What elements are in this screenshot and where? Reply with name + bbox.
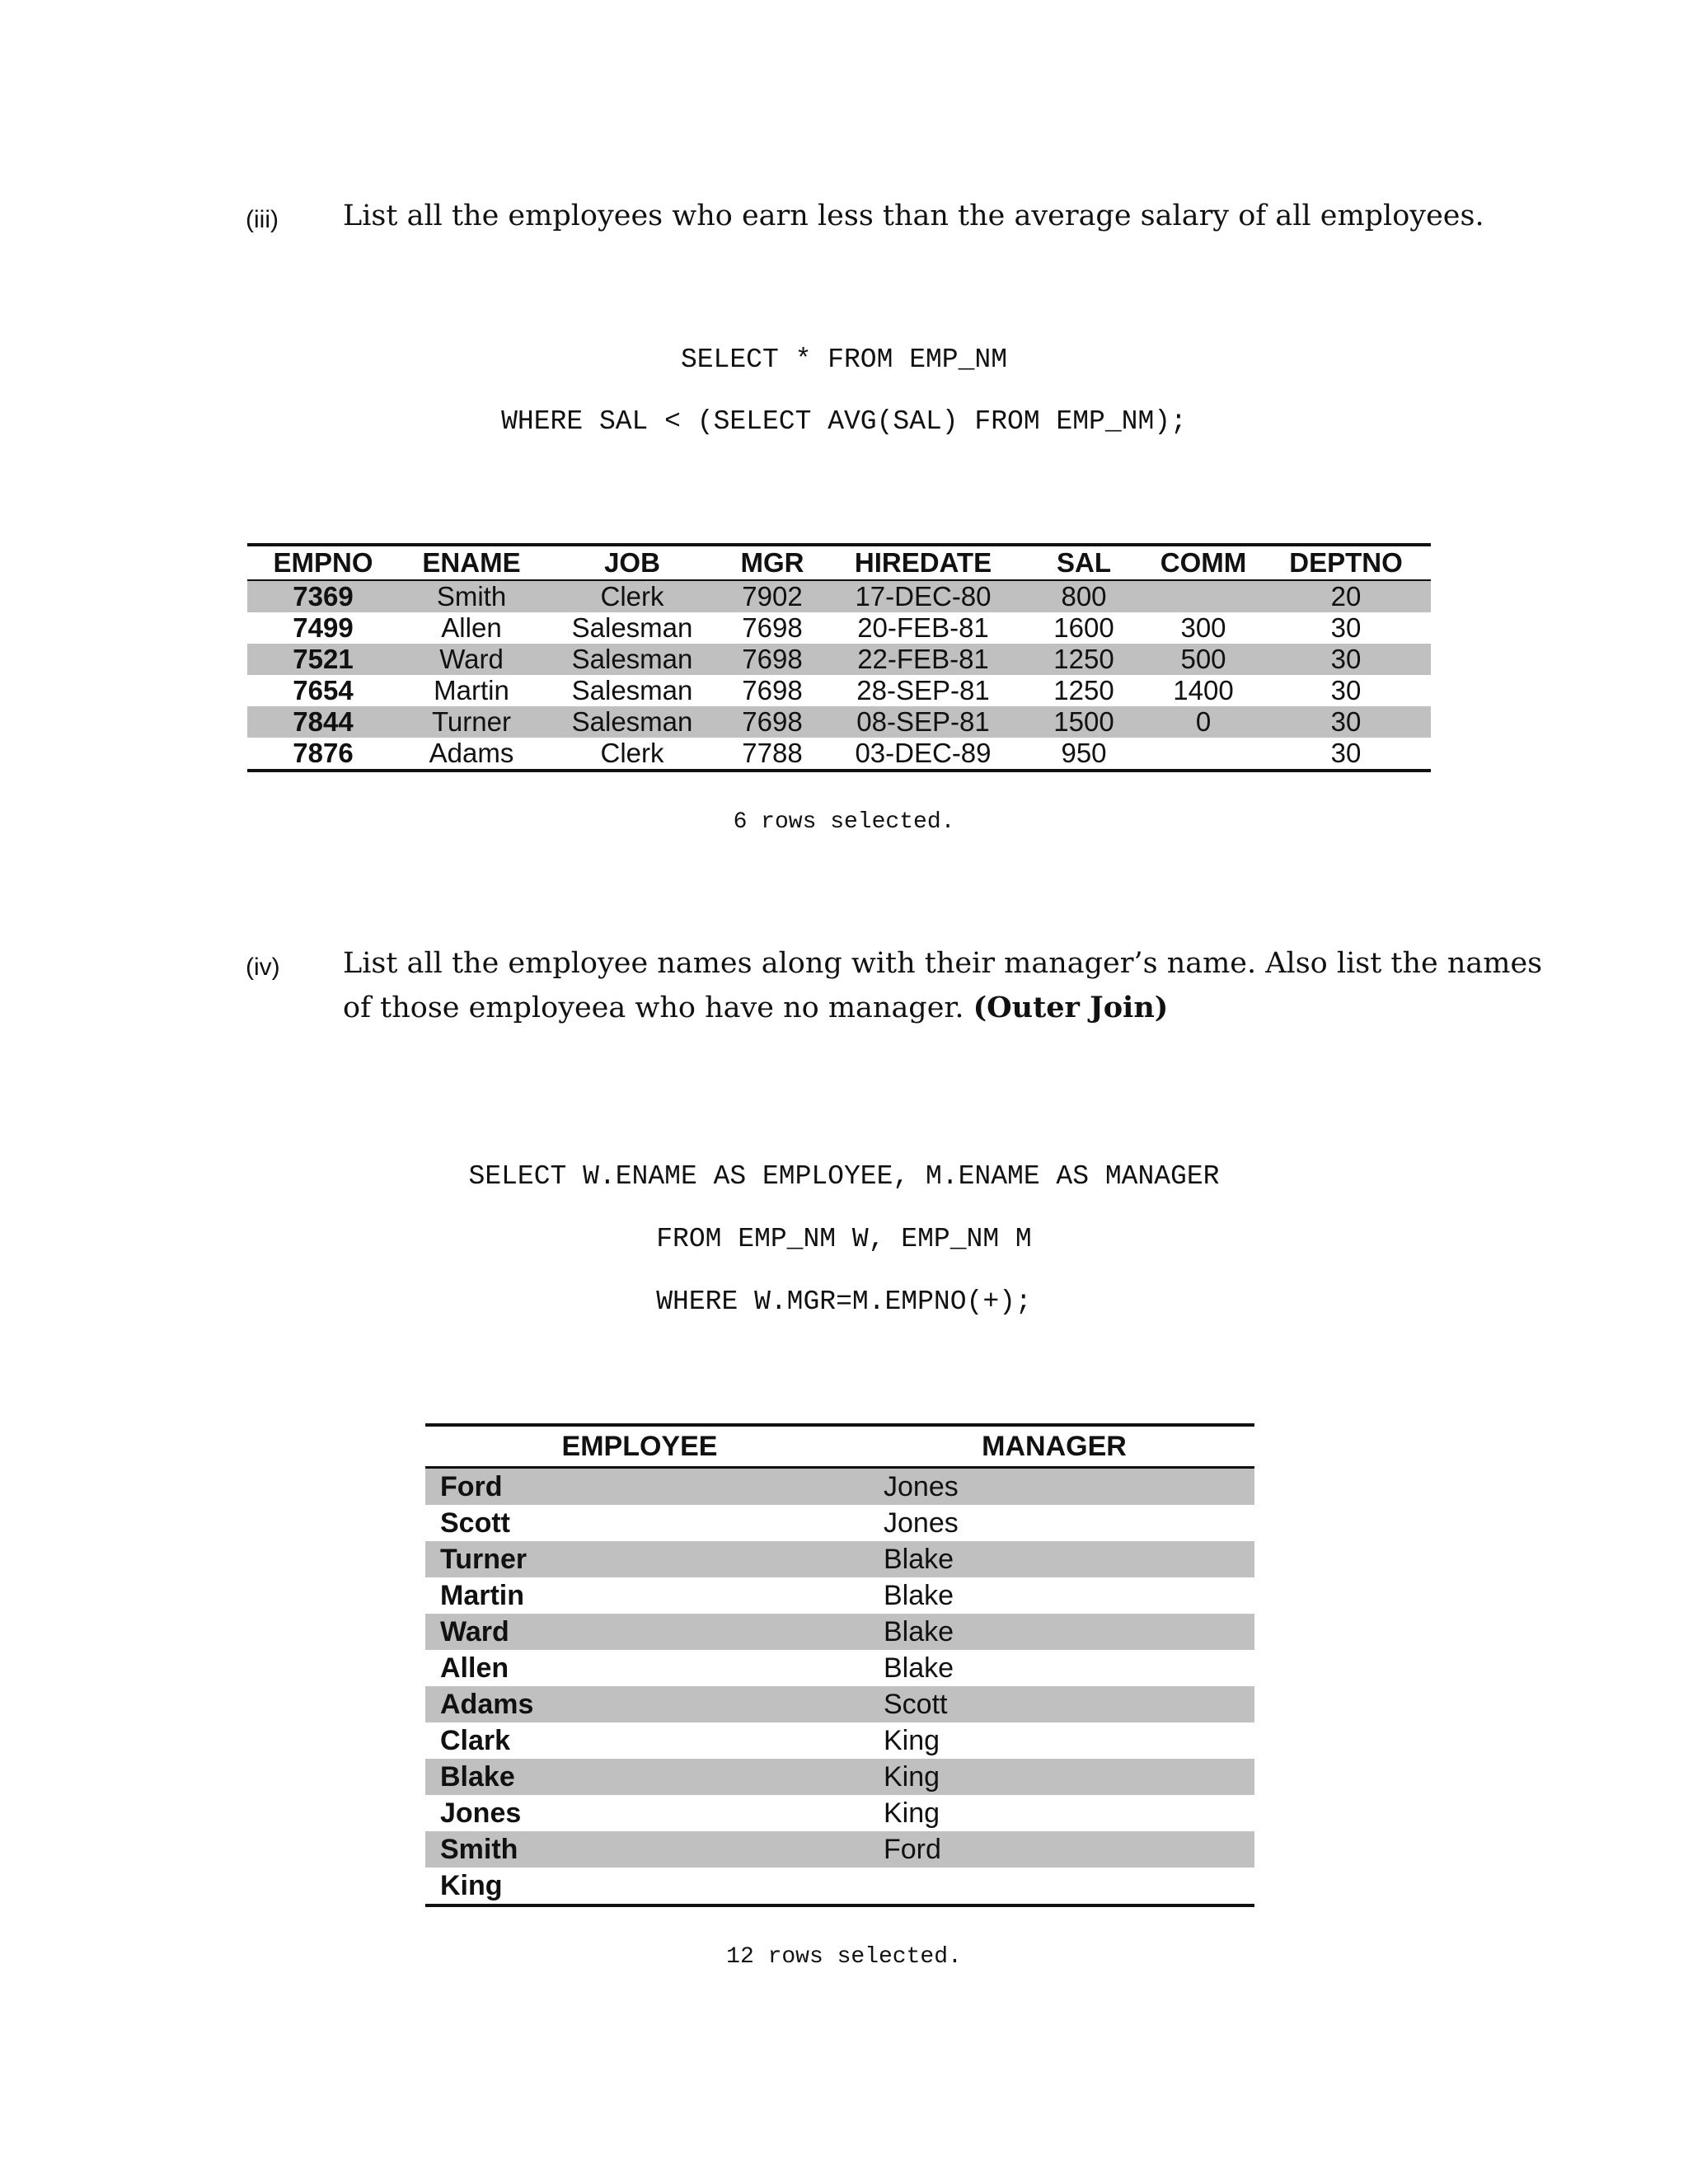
question-text-line: List all the employee names along with their manager’s name. Also list the names — [343, 947, 1543, 980]
question-number-iii: (iii) — [246, 206, 279, 233]
table-row — [247, 644, 1431, 675]
cell-employee: Martin — [440, 1579, 524, 1611]
column-header-sal: SAL — [1022, 545, 1146, 580]
column-header-mgr: MGR — [720, 545, 824, 580]
cell-employee: Turner — [425, 1541, 854, 1577]
question-text-iv — [343, 942, 1542, 1030]
cell-mgr: 7698 — [720, 644, 824, 675]
column-header-comm: COMM — [1146, 545, 1261, 580]
cell-sal: 800 — [1022, 580, 1146, 612]
cell-sal: 1250 — [1053, 675, 1114, 705]
cell-mgr: 7698 — [742, 612, 803, 643]
cell-job: Salesman — [544, 644, 720, 675]
cell-ename: Turner — [399, 706, 544, 738]
cell-hiredate: 22-FEB-81 — [824, 644, 1022, 675]
cell-empno: 7654 — [293, 675, 354, 705]
cell-mgr: 7902 — [720, 580, 824, 612]
cell-deptno: 30 — [1330, 675, 1362, 705]
cell-deptno: 30 — [1330, 612, 1362, 643]
cell-manager: King — [884, 1797, 940, 1829]
cell-hiredate: 08-SEP-81 — [824, 706, 1022, 738]
cell-comm: 300 — [1180, 612, 1226, 643]
cell-manager: Ford — [854, 1831, 1254, 1868]
table-row — [425, 1831, 1254, 1868]
cell-employee: Smith — [425, 1831, 854, 1868]
cell-job: Salesman — [571, 675, 693, 705]
sql-line: WHERE W.MGR=M.EMPNO(+); — [656, 1286, 1032, 1317]
column-header-job: JOB — [544, 545, 720, 580]
table-row — [425, 1541, 1254, 1577]
cell-mgr: 7788 — [720, 738, 824, 771]
cell-job: Clerk — [544, 738, 720, 771]
table-row — [425, 1468, 1254, 1506]
cell-ename: Adams — [399, 738, 544, 771]
table-row — [425, 1686, 1254, 1722]
cell-manager: Blake — [854, 1614, 1254, 1650]
cell-sal: 1500 — [1022, 706, 1146, 738]
cell-employee: Scott — [440, 1507, 510, 1539]
table-row — [425, 1722, 1254, 1759]
cell-manager: Blake — [854, 1541, 1254, 1577]
column-header-deptno: DEPTNO — [1261, 545, 1431, 580]
cell-sal: 1250 — [1022, 644, 1146, 675]
cell-manager: King — [884, 1724, 940, 1756]
rows-selected-note-iii: 6 rows selected. — [733, 809, 955, 835]
table-row — [247, 612, 1431, 644]
table-row — [425, 1505, 1254, 1541]
cell-empno: 7521 — [247, 644, 399, 675]
cell-ename: Martin — [434, 675, 509, 705]
column-header-employee: EMPLOYEE — [425, 1425, 854, 1468]
cell-employee: Blake — [425, 1759, 854, 1795]
table-row — [425, 1868, 1254, 1905]
cell-deptno: 20 — [1261, 580, 1431, 612]
column-header-empno: EMPNO — [247, 545, 399, 580]
table-row — [425, 1795, 1254, 1831]
cell-empno: 7876 — [247, 738, 399, 771]
question-text-line — [343, 986, 1542, 1030]
cell-job: Clerk — [544, 580, 720, 612]
column-header-hiredate: HIREDATE — [824, 545, 1022, 580]
cell-mgr: 7698 — [720, 706, 824, 738]
cell-comm: 0 — [1146, 706, 1261, 738]
cell-sal: 950 — [1022, 738, 1146, 771]
sql-line: SELECT W.ENAME AS EMPLOYEE, M.ENAME AS MANAGER — [468, 1161, 1220, 1192]
cell-ename: Allen — [441, 612, 502, 643]
cell-comm: 500 — [1146, 644, 1261, 675]
cell-manager: Jones — [854, 1468, 1254, 1506]
cell-manager: Jones — [884, 1507, 959, 1539]
table-row — [425, 1577, 1254, 1614]
cell-empno: 7369 — [247, 580, 399, 612]
rows-selected-note-iv: 12 rows selected. — [726, 1944, 962, 1970]
employee-manager-table — [425, 1423, 1254, 1907]
cell-employee: King — [425, 1868, 854, 1905]
employee-salary-table — [247, 543, 1431, 772]
cell-comm — [1146, 580, 1261, 612]
sql-line: WHERE SAL < (SELECT AVG(SAL) FROM EMP_NM); — [501, 406, 1187, 437]
cell-employee: Ford — [425, 1468, 854, 1506]
cell-empno: 7499 — [293, 612, 354, 643]
table-row — [247, 706, 1431, 738]
sql-line: FROM EMP_NM W, EMP_NM M — [656, 1224, 1032, 1254]
table-row — [425, 1614, 1254, 1650]
cell-employee: Ward — [425, 1614, 854, 1650]
cell-deptno: 30 — [1261, 644, 1431, 675]
question-number-iv: (iv) — [246, 954, 280, 981]
column-header-manager: MANAGER — [854, 1425, 1254, 1468]
table-row — [247, 580, 1431, 612]
cell-mgr: 7698 — [742, 675, 803, 705]
cell-ename: Ward — [399, 644, 544, 675]
cell-ename: Smith — [399, 580, 544, 612]
cell-manager: King — [854, 1759, 1254, 1795]
cell-job: Salesman — [571, 612, 693, 643]
cell-comm: 1400 — [1173, 675, 1234, 705]
cell-employee: Adams — [425, 1686, 854, 1722]
table-row — [247, 675, 1431, 706]
cell-hiredate: 17-DEC-80 — [824, 580, 1022, 612]
table-row — [247, 738, 1431, 771]
cell-empno: 7844 — [247, 706, 399, 738]
cell-hiredate: 20-FEB-81 — [857, 612, 989, 643]
outer-join-label: (Outer Join) — [973, 991, 1169, 1024]
column-header-ename: ENAME — [399, 545, 544, 580]
cell-comm — [1146, 738, 1261, 771]
cell-manager: Scott — [854, 1686, 1254, 1722]
cell-hiredate: 03-DEC-89 — [824, 738, 1022, 771]
table-row — [425, 1650, 1254, 1686]
table-row — [425, 1759, 1254, 1795]
cell-employee: Allen — [440, 1652, 509, 1684]
cell-manager — [854, 1868, 1254, 1905]
cell-manager: Blake — [884, 1652, 954, 1684]
cell-deptno: 30 — [1261, 706, 1431, 738]
cell-job: Salesman — [544, 706, 720, 738]
cell-deptno: 30 — [1261, 738, 1431, 771]
question-text-segment: of those employeea who have no manager. — [343, 991, 964, 1024]
sql-line: SELECT * FROM EMP_NM — [680, 344, 1008, 375]
cell-employee: Jones — [440, 1797, 522, 1829]
cell-hiredate: 28-SEP-81 — [856, 675, 990, 705]
cell-employee: Clark — [440, 1724, 511, 1756]
question-text-iii: List all the employees who earn less than the average salary of all employees. — [343, 199, 1484, 232]
cell-sal: 1600 — [1053, 612, 1114, 643]
cell-manager: Blake — [884, 1579, 954, 1611]
